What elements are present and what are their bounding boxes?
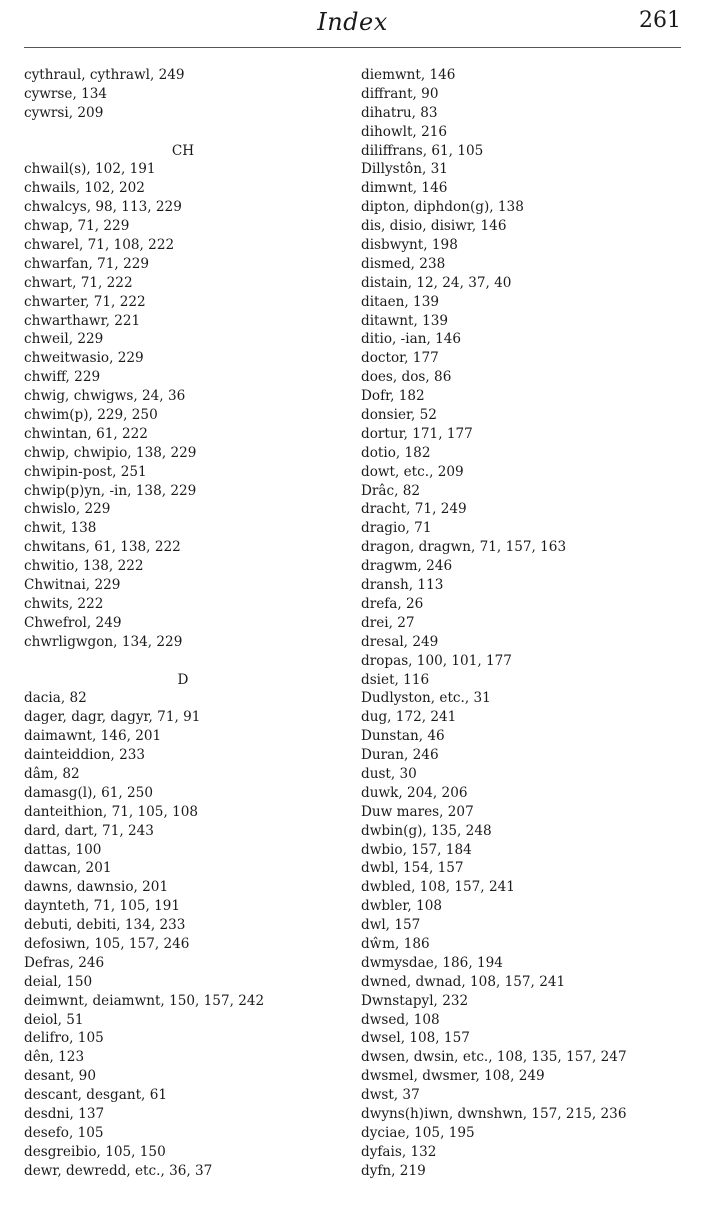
index-entry: dainteiddion, 233: [24, 747, 146, 764]
index-entry: dortur, 171, 177: [361, 425, 473, 442]
index-entry: dragon, dragwn, 71, 157, 163: [361, 539, 567, 556]
index-entry: dyfais, 132: [361, 1143, 437, 1160]
index-entry: Duran, 246: [361, 747, 439, 764]
index-entry: daimawnt, 146, 201: [24, 728, 162, 745]
index-entry: dattas, 100: [24, 841, 102, 858]
index-entry: dwbler, 108: [361, 898, 443, 915]
index-entry: dowt, etc., 209: [361, 463, 464, 480]
index-entry: ditio, -ian, 146: [361, 331, 462, 348]
index-entry: dropas, 100, 101, 177: [361, 652, 512, 669]
index-entry: dragio, 71: [361, 520, 432, 537]
index-column-right: [361, 66, 701, 1181]
index-entry: chwip(p)yn, -in, 138, 229: [24, 482, 197, 499]
index-entry: ditaen, 139: [361, 293, 440, 310]
index-entry: distain, 12, 24, 37, 40: [361, 274, 512, 291]
index-entry: deimwnt, deiamwnt, 150, 157, 242: [24, 992, 265, 1009]
index-entry: dard, dart, 71, 243: [24, 822, 154, 839]
index-entry: dotio, 182: [361, 444, 431, 461]
index-entry: chwarel, 71, 108, 222: [24, 237, 175, 254]
index-entry: cythraul, cythrawl, 249: [24, 67, 185, 83]
index-entry: descant, desgant, 61: [24, 1087, 167, 1104]
index-entry: Duw mares, 207: [361, 803, 474, 820]
index-entry: dwbio, 157, 184: [361, 841, 472, 858]
section-heading: D: [177, 671, 189, 688]
index-entry: cywrse, 134: [24, 85, 108, 102]
index-entry: dŵm, 186: [361, 935, 430, 952]
index-entry: duwk, 204, 206: [361, 784, 468, 801]
index-entry: dresal, 249: [361, 633, 439, 650]
index-entry: dewr, dewredd, etc., 36, 37: [24, 1162, 213, 1179]
index-entry: drefa, 26: [361, 595, 424, 612]
index-entry: damasg(l), 61, 250: [24, 784, 153, 801]
index-entry: dimwnt, 146: [361, 180, 448, 197]
index-entry: chwits, 222: [24, 595, 104, 612]
header-rule: [24, 47, 681, 48]
index-entry: dyfn, 219: [361, 1162, 426, 1179]
index-entry: dâm, 82: [24, 765, 80, 782]
index-entry: ditawnt, 139: [361, 312, 449, 329]
index-entry: chwarthawr, 221: [24, 312, 141, 329]
index-entry: cywrsi, 209: [24, 104, 104, 121]
index-entry: desgreibio, 105, 150: [24, 1143, 166, 1160]
index-entry: chwails, 102, 202: [24, 180, 145, 197]
index-entry: dracht, 71, 249: [361, 501, 467, 518]
index-entry: dust, 30: [361, 765, 417, 782]
index-entry: dwned, dwnad, 108, 157, 241: [361, 973, 566, 990]
index-entry: dager, dagr, dagyr, 71, 91: [24, 709, 201, 726]
index-entry: desefo, 105: [24, 1124, 104, 1141]
index-entry: Defras, 246: [24, 954, 105, 971]
index-entry: chwislo, 229: [24, 501, 111, 518]
index-entry: dihatru, 83: [361, 104, 438, 121]
index-column-left: [24, 66, 342, 1181]
index-entry: chwig, chwigws, 24, 36: [24, 388, 186, 405]
index-entry: daynteth, 71, 105, 191: [24, 898, 181, 915]
index-entry: dis, disio, disiwr, 146: [361, 218, 507, 235]
index-entry: dwbin(g), 135, 248: [361, 822, 492, 839]
index-entry: delifro, 105: [24, 1030, 104, 1047]
index-entry: chweil, 229: [24, 331, 104, 348]
running-title: Index: [317, 8, 388, 36]
index-entry: debuti, debiti, 134, 233: [24, 917, 186, 934]
index-entry: dwsed, 108: [361, 1011, 440, 1028]
index-entry: chwrligwgon, 134, 229: [24, 633, 183, 650]
index-entry: Dwnstapyl, 232: [361, 992, 469, 1009]
section-spacer: [24, 123, 342, 142]
index-entry: dug, 172, 241: [361, 709, 457, 726]
index-entry: dawns, dawnsio, 201: [24, 879, 169, 896]
index-entry: Dillystôn, 31: [361, 161, 448, 178]
index-entry: doctor, 177: [361, 350, 439, 367]
index-entry: chwap, 71, 229: [24, 218, 130, 235]
index-entry: chwintan, 61, 222: [24, 425, 148, 442]
index-entry: dwst, 37: [361, 1087, 420, 1104]
index-entry: dsiet, 116: [361, 671, 430, 688]
index-entry: does, dos, 86: [361, 369, 452, 386]
index-entry: dwsmel, dwsmer, 108, 249: [361, 1068, 545, 1085]
index-entry: drei, 27: [361, 614, 415, 631]
index-entry: dipton, diphdon(g), 138: [361, 199, 524, 216]
index-entry: Drâc, 82: [361, 482, 421, 499]
index-entry: dwyns(h)iwn, dwnshwn, 157, 215, 236: [361, 1105, 627, 1122]
index-entry: chwipin-post, 251: [24, 463, 147, 480]
index-entry: chweitwasio, 229: [24, 350, 144, 367]
index-entry: Chwitnai, 229: [24, 577, 121, 594]
index-entry: dên, 123: [24, 1049, 85, 1066]
index-entry: chwarfan, 71, 229: [24, 255, 150, 272]
index-entry: chwip, chwipio, 138, 229: [24, 444, 197, 461]
index-entry: chwalcys, 98, 113, 229: [24, 199, 182, 216]
section-heading: CH: [171, 142, 195, 159]
index-entry: dwbl, 154, 157: [361, 860, 464, 877]
index-entry: Dofr, 182: [361, 388, 425, 405]
index-entry: dacia, 82: [24, 690, 87, 707]
index-entry: diliffrans, 61, 105: [361, 142, 484, 159]
index-entry: dwl, 157: [361, 917, 421, 934]
index-entry: Dudlyston, etc., 31: [361, 690, 491, 707]
index-entry: diffrant, 90: [361, 85, 439, 102]
index-entry: disbwynt, 198: [361, 237, 458, 254]
index-entry: dihowlt, 216: [361, 123, 448, 140]
index-entry: dwsel, 108, 157: [361, 1030, 470, 1047]
index-entry: dransh, 113: [361, 577, 444, 594]
page-number: 261: [639, 8, 681, 33]
section-spacer: [24, 652, 342, 671]
index-entry: defosiwn, 105, 157, 246: [24, 935, 190, 952]
index-entry: Chwefrol, 249: [24, 614, 122, 631]
index-entry: dwsen, dwsin, etc., 108, 135, 157, 247: [361, 1049, 627, 1066]
index-entry: chwart, 71, 222: [24, 274, 133, 291]
index-entry: chwit, 138: [24, 520, 97, 537]
index-entry: diemwnt, 146: [361, 67, 456, 83]
index-entry: chwarter, 71, 222: [24, 293, 146, 310]
index-entry: desdni, 137: [24, 1105, 105, 1122]
index-entry: desant, 90: [24, 1068, 96, 1085]
index-entry: dragwm, 246: [361, 558, 453, 575]
index-entry: dawcan, 201: [24, 860, 112, 877]
index-entry: chwim(p), 229, 250: [24, 407, 158, 424]
index-entry: danteithion, 71, 105, 108: [24, 803, 199, 820]
index-entry: dismed, 238: [361, 255, 446, 272]
index-entry: dwbled, 108, 157, 241: [361, 879, 515, 896]
index-entry: Dunstan, 46: [361, 728, 445, 745]
index-entry: dyciae, 105, 195: [361, 1124, 475, 1141]
index-entry: chwiff, 229: [24, 369, 101, 386]
index-entry: deial, 150: [24, 973, 93, 990]
index-entry: chwitio, 138, 222: [24, 558, 144, 575]
running-header: [24, 6, 681, 46]
index-entry: chwitans, 61, 138, 222: [24, 539, 181, 556]
index-entry: deiol, 51: [24, 1011, 84, 1028]
index-entry: chwail(s), 102, 191: [24, 161, 156, 178]
index-entry: dwmysdae, 186, 194: [361, 954, 503, 971]
index-entry: donsier, 52: [361, 407, 437, 424]
